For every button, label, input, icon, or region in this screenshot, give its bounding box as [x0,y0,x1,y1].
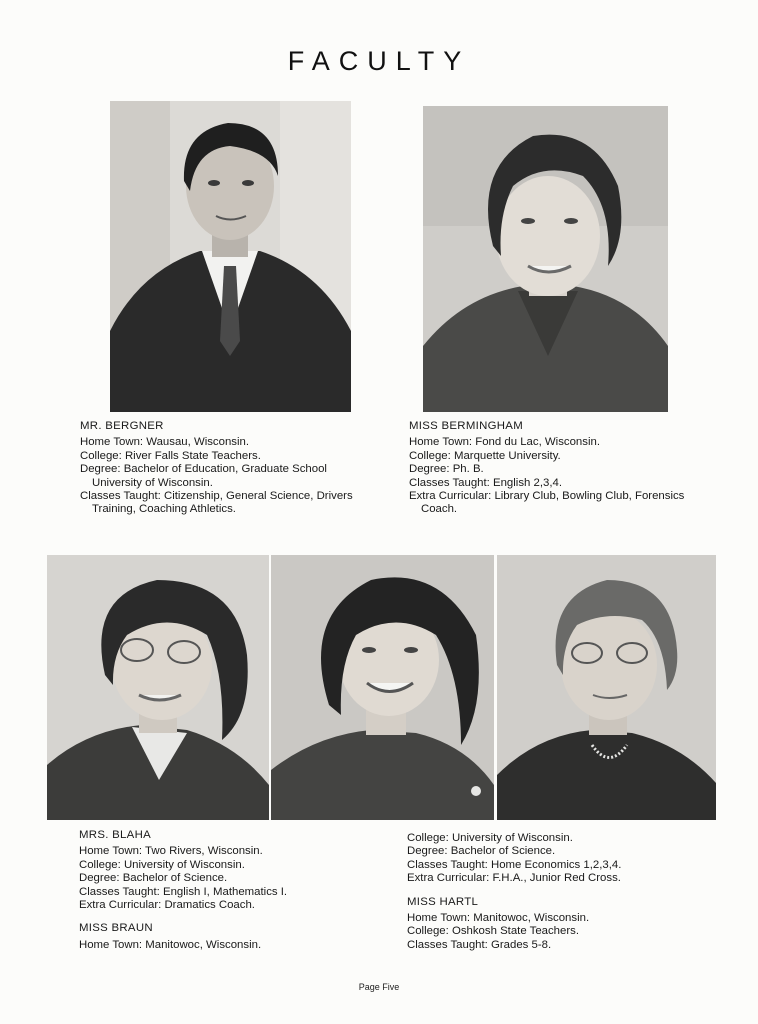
bio-line-extra: Extra Curricular: F.H.A., Junior Red Cross. [407,872,621,885]
bio-line-classes: Classes Taught: Citizenship, General Science, Drivers Training, Coaching Athletics. [80,490,353,516]
portrait-photo-blaha [47,555,269,820]
bio-braun-continued [407,832,707,952]
bio-line-college: College: Oshkosh State Teachers. [407,925,580,938]
bio-line-classes: Classes Taught: Grades 5-8. [407,938,552,951]
portrait-photo-bermingham [423,106,668,412]
bio-line-hometown: Home Town: Manitowoc, Wisconsin. [407,912,590,925]
bio-line-college: College: University of Wisconsin. [79,858,245,871]
page-title: FACULTY [287,46,471,76]
faculty-name-braun: MISS BRAUN [79,922,153,935]
portrait-photo-bergner [110,101,351,412]
bio-line-degree: Degree: Bachelor of Science. [79,872,228,885]
bio-line-college: College: Marquette University. [409,449,561,462]
bio-line-classes: Classes Taught: English I, Mathematics I. [79,885,288,898]
bio-line-college: College: University of Wisconsin. [407,832,573,844]
bio-gap [407,886,707,896]
faculty-name: MRS. BLAHA [79,829,151,841]
portrait-photo-braun [271,555,494,820]
bio-line-degree: Degree: Bachelor of Education, Graduate School University of Wisconsin. [80,463,327,489]
bio-line-extra: Extra Curricular: Dramatics Coach. [79,899,255,912]
bio-line-hometown-braun: Home Town: Manitowoc, Wisconsin. [79,938,262,951]
bio-bergner [80,420,376,517]
bio-line-college: College: River Falls State Teachers. [80,449,261,462]
bio-line-classes: Classes Taught: English 2,3,4. [409,476,563,489]
page-number: Page Five [358,982,400,992]
bio-line-degree: Degree: Bachelor of Science. [407,845,556,858]
bio-line-hometown: Home Town: Fond du Lac, Wisconsin. [409,436,600,449]
faculty-name-hartl: MISS HARTL [407,895,479,908]
portrait-photo-hartl [497,555,716,820]
faculty-name: MR. BERGNER [80,420,164,432]
bio-line-degree: Degree: Ph. B. [409,463,484,476]
bio-line-extra: Extra Curricular: Library Club, Bowling Club, Forensics Coach. [409,490,685,516]
bio-line-hometown: Home Town: Wausau, Wisconsin. [80,436,250,449]
faculty-name: MISS BERMINGHAM [409,420,523,432]
bio-gap [79,912,379,922]
bio-line-hometown: Home Town: Two Rivers, Wisconsin. [79,845,263,858]
bio-blaha [79,829,379,952]
bio-bermingham [409,420,705,517]
bio-line-classes: Classes Taught: Home Economics 1,2,3,4. [407,858,622,871]
